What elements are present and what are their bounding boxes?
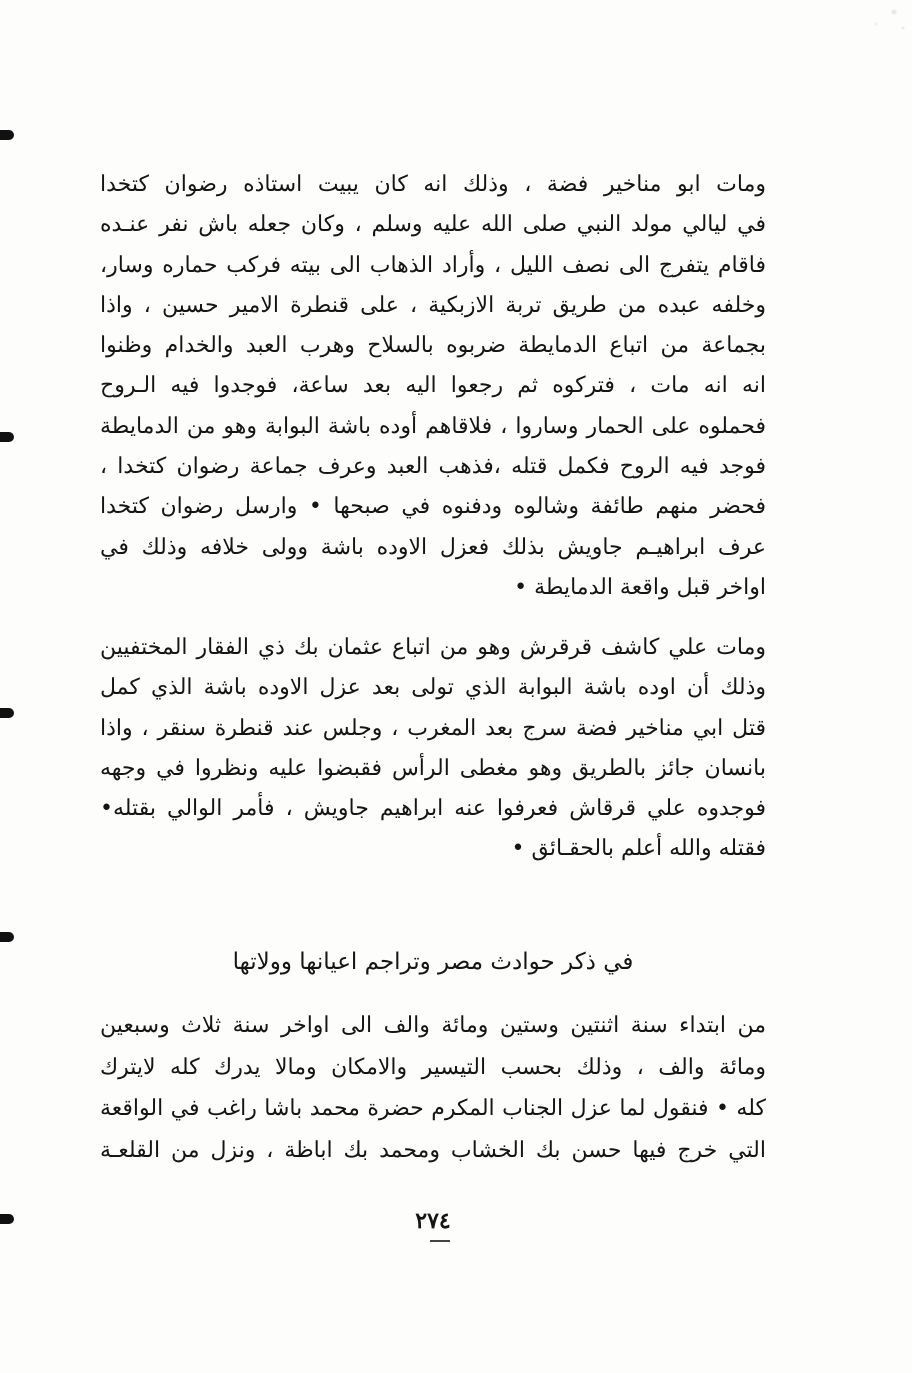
page-edge-mark (0, 932, 14, 942)
text-line: فقتله والله أعلم بالحقـائق • (511, 836, 766, 862)
text-line: عرف ابراهيـم جاويش بذلك فعزل الاوده باشة وولى خلافه وذلك في (100, 534, 766, 560)
page-edge-mark (0, 708, 14, 718)
text-line: وخلفه عبده من طريق تربة الازبكية ، على قنطرة الامير حسين ، واذا (100, 292, 766, 318)
paragraph-1 (100, 165, 766, 608)
text-line: كله • فنقول لما عزل الجناب المكرم حضرة محمد باشا راغب في الواقعة (100, 1096, 766, 1121)
page-edge-mark (0, 1214, 14, 1224)
page-edge-mark (0, 432, 14, 442)
text-line: ومات علي كاشف قرقرش وهو من اتباع عثمان بك ذي الفقار المختفيين (100, 635, 766, 660)
page-number-underline (430, 1240, 450, 1242)
corner-speckle (852, 0, 912, 40)
text-line: من ابتداء سنة اثنتين وستين ومائة والف الى اواخر سنة ثلاث وسبعين (100, 1013, 766, 1038)
text-line: بجماعة من اتباع الدمايطة ضربوه بالسلاح وهرب العبد والخدام وظنوا (100, 333, 766, 359)
text-line: فاقام يتفرج الى نصف الليل ، وأراد الذهاب الى بيته فركب حماره وسار، (100, 252, 766, 278)
section-heading: في ذكر حوادث مصر وتراجم اعيانها وولاتها (232, 949, 634, 975)
paragraph-3 (100, 1005, 766, 1171)
text-line: وذلك أن اوده باشة البوابة الذي تولى بعد عزل الاوده باشة الذي كمل (100, 675, 766, 701)
text-line: التي خرج فيها حسن بك الخشاب ومحمد بك اباظة ، ونزل من القلعـة (100, 1137, 766, 1163)
text-line: انه انه مات ، فتركوه ثم رجعوا اليه بعد ساعة، فوجدوا فيه الـروح (100, 373, 766, 399)
text-line: فوجد فيه الروح فكمل قتله ،فذهب العبد وعرف جماعة رضوان كتخدا ، (100, 454, 766, 480)
text-line: فوجدوه علي قرقاش فعرفوا عنه ابراهيم جاويش ، فأمر الوالي بقتله• (100, 796, 766, 822)
page-edge-mark (0, 130, 14, 140)
text-line: ومات ابو مناخير فضة ، وذلك انه كان يبيت استاذه رضوان كتخدا (100, 172, 766, 197)
text-line: فحملوه على الحمار وساروا ، فلاقاهم أوده باشة البوابة وهو من الدمايطة (100, 413, 766, 439)
text-line: فحضر منهم طائفة وشالوه ودفنوه في صبحها • وارسل رضوان كتخدا (100, 494, 766, 520)
text-line: ومائة والف ، وذلك بحسب التيسير والامكان ومالا يدرك كله لايترك (100, 1054, 766, 1080)
page-number: ٢٧٤ (415, 1208, 451, 1234)
paragraph-2 (100, 628, 766, 870)
text-line: قتل ابي مناخير فضة سرج بعد المغرب ، وجلس عند قنطرة سنقر ، واذا (100, 715, 766, 741)
text-line: اواخر قبل واقعة الدمايطة • (514, 574, 766, 600)
text-line: في ليالي مولد النبي صلى الله عليه وسلم ، وكان جعله باش نفر عنـده (100, 212, 766, 238)
text-line: بانسان جائز بالطريق وهو مغطى الرأس فقبضوا عليه ونظروا في وجهه (100, 755, 766, 781)
